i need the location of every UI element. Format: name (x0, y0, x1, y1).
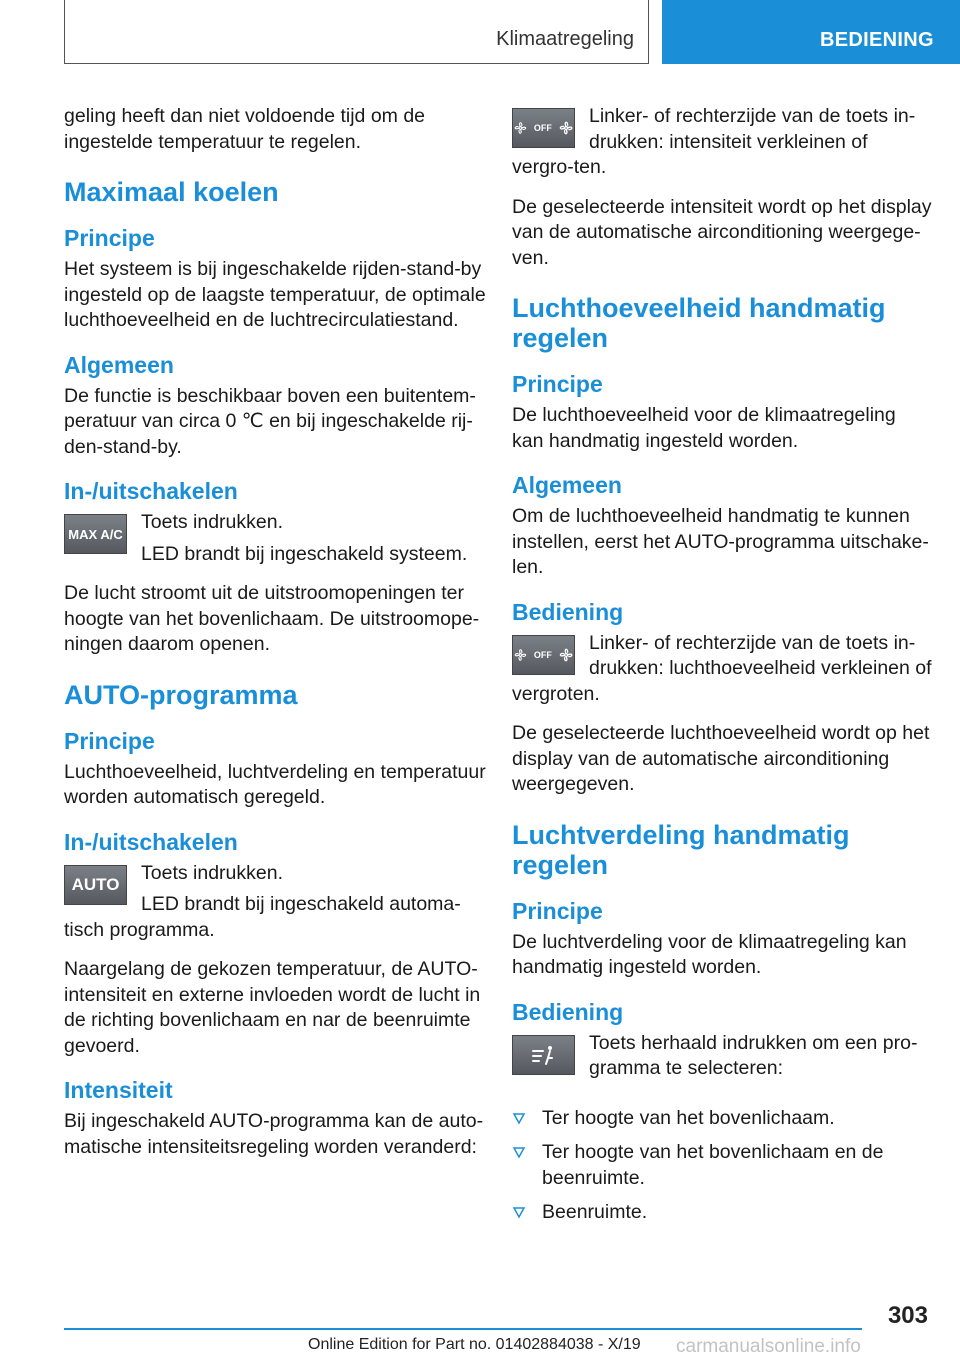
paragraph: Naargelang de gekozen temperatuur, de AUTO-intensiteit en externe invloeden wordt de lucht in de richting bovenlichaam en nar de beenruimte gevoerd. (64, 958, 481, 1057)
list-item-text: Ter hoogte van het bovenlichaam en de beenruimte. (542, 1141, 884, 1189)
paragraph: Toets indrukken. (141, 511, 283, 533)
heading-principe: Principe (512, 897, 603, 924)
heading-principe: Principe (64, 727, 155, 754)
paragraph: De lucht stroomt uit de uitstroomopeningen ter hoogte van het bovenlichaam. De uitstroomope-ningen daarom openen. (64, 582, 480, 655)
fan-off-label: OFF (533, 123, 552, 133)
paragraph: De luchthoeveelheid voor de klimaatregeling kan handmatig ingesteld worden. (512, 404, 896, 452)
fan-icon (513, 117, 528, 139)
max-ac-button-icon (64, 514, 127, 554)
heading-auto-programma: AUTO-programma (64, 679, 298, 710)
paragraph: Om de luchthoeveelheid handmatig te kunnen instellen, eerst het AUTO-programma uitschake-len. (512, 505, 929, 578)
header-section-label: BEDIENING (820, 29, 934, 51)
list-item (512, 1140, 932, 1191)
heading-maximaal-koelen: Maximaal koelen (64, 177, 279, 207)
paragraph: Toets indrukken. (141, 861, 283, 884)
fan-off-button-icon (512, 108, 575, 148)
header-title-box (64, 0, 649, 64)
list-item (512, 1200, 932, 1226)
paragraph: LED brandt bij ingeschakeld systeem. (141, 542, 468, 565)
heading-algemeen: Algemeen (512, 472, 622, 498)
header-title: Klimaatregeling (496, 28, 634, 50)
heading-bediening: Bediening (512, 598, 624, 625)
paragraph: De geselecteerde luchthoeveelheid wordt op het display van de automatische airconditioning weergegeven. (512, 722, 930, 795)
footer-edition: Online Edition for Part no. 01402884038 - X/19 (308, 1336, 641, 1353)
list-triangle-icon (512, 1112, 526, 1126)
page-number: 303 (887, 1302, 928, 1329)
paragraph: De functie is beschikbaar boven een buitentem-peratuur van circa 0 ℃ en bij ingeschakelde rij-den-stand-by. (64, 384, 476, 458)
program-list (512, 1106, 932, 1226)
auto-instruction (64, 861, 486, 958)
air-distribution-instruction (512, 1031, 932, 1096)
paragraph: Het systeem is bij ingeschakelde rijden-stand-by ingesteld op de laagste temperatuur, de optimale luchthoeveelheid en de luchtrecirculatiestand. (64, 258, 486, 331)
paragraph: LED brandt bij ingeschakeld automa-tisch programma. (64, 893, 461, 941)
air-distribution-icon (529, 1043, 559, 1067)
paragraph: Linker- of rechterzijde van de toets in-drukken: intensiteit verkleinen of vergro-ten. (512, 105, 916, 178)
heading-intensiteit: Intensiteit (64, 1077, 173, 1103)
list-triangle-icon (512, 1146, 526, 1160)
left-column (64, 104, 486, 1174)
auto-button-icon (64, 865, 127, 905)
heading-in-uitschakelen: In-/uitschakelen (64, 828, 238, 855)
fan-icon (558, 643, 574, 667)
fan-intensity-instruction (512, 104, 932, 195)
footer-rule (64, 1328, 862, 1330)
paragraph: Linker- of rechterzijde van de toets in-drukken: luchthoeveelheid verkleinen of vergroten. (512, 631, 932, 705)
right-column (512, 104, 932, 1235)
fan-icon (558, 116, 574, 140)
fan-icon (513, 644, 528, 666)
fan-amount-instruction (512, 631, 932, 722)
heading-in-uitschakelen: In-/uitschakelen (64, 478, 238, 504)
paragraph: Toets herhaald indrukken om een pro-gramma te selecteren: (589, 1031, 918, 1079)
list-item-text: Ter hoogte van het bovenlichaam. (542, 1106, 835, 1129)
fan-off-label: OFF (533, 649, 552, 660)
air-distribution-button-icon (512, 1035, 575, 1075)
heading-principe: Principe (64, 225, 155, 251)
header-section-tab (662, 0, 960, 64)
heading-bediening: Bediening (512, 998, 624, 1025)
paragraph: De geselecteerde intensiteit wordt op het display van de automatische airconditioning weergege-ven. (512, 195, 932, 269)
list-item-text: Beenruimte. (542, 1201, 648, 1223)
intro-text: geling heeft dan niet voldoende tijd om de ingestelde temperatuur te regelen. (64, 105, 426, 153)
heading-luchtverdeling-handmatig: Luchtverdeling handmatig regelen (512, 819, 850, 880)
list-triangle-icon (512, 1206, 526, 1220)
paragraph: Bij ingeschakeld AUTO-programma kan de auto-matische intensiteitsregeling worden veranderd: (64, 1110, 484, 1158)
heading-principe: Principe (512, 371, 603, 397)
paragraph: Luchthoeveelheid, luchtverdeling en temperatuur worden automatisch geregeld. (64, 760, 486, 808)
max-ac-button-label: MAX A/C (68, 526, 123, 542)
watermark: carmanualsonline.info (676, 1336, 861, 1357)
fan-off-button-icon (512, 635, 575, 675)
auto-button-label: AUTO (71, 874, 120, 894)
max-ac-instruction (64, 510, 486, 581)
list-item (512, 1106, 932, 1132)
heading-luchthoeveelheid-handmatig: Luchthoeveelheid handmatig regelen (512, 293, 886, 353)
heading-algemeen: Algemeen (64, 351, 174, 378)
paragraph: De luchtverdeling voor de klimaatregeling kan handmatig ingesteld worden. (512, 930, 907, 978)
